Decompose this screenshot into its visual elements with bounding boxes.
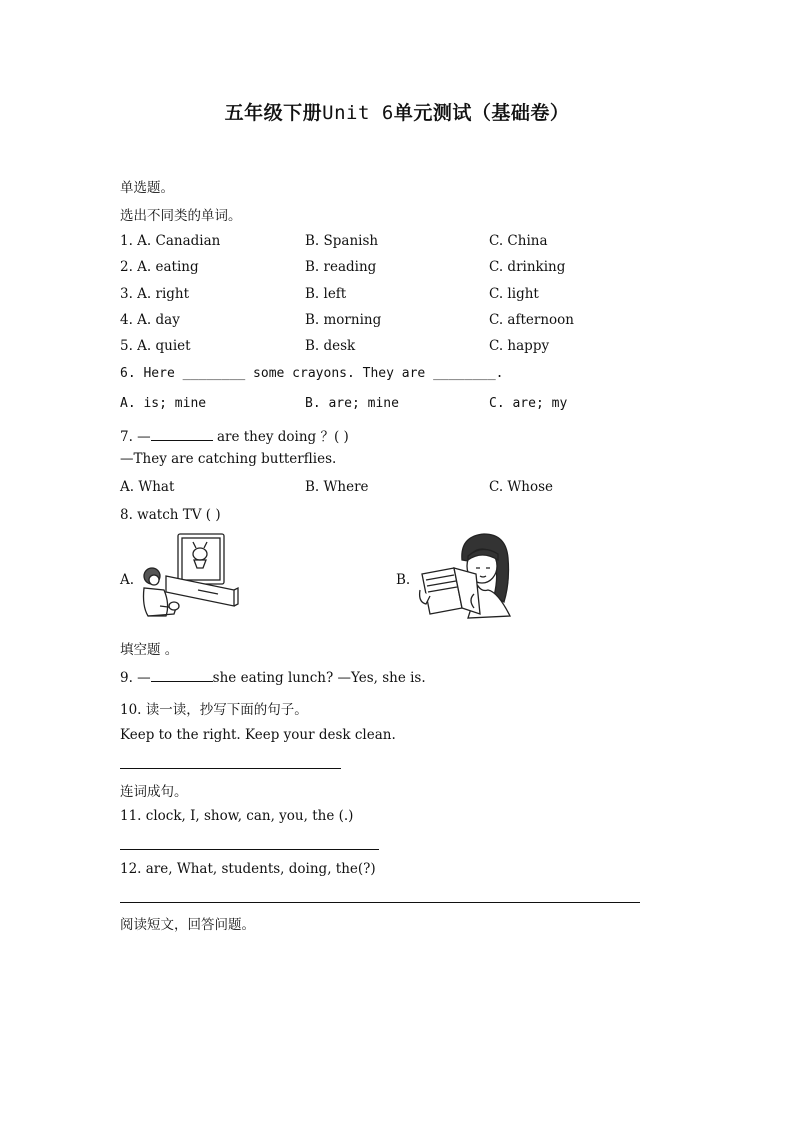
q9-answer-blank[interactable]: [151, 669, 213, 682]
q10-question: 10. 读一读，抄写下面的句子。: [120, 702, 308, 718]
q5-option-b: B. desk: [305, 338, 356, 354]
q6-option-a: A. is; mine: [120, 396, 207, 411]
q11-answer-line[interactable]: [120, 849, 379, 850]
q6-question: 6. Here ________ some crayons. They are ________.: [120, 366, 504, 381]
section-word-order: 连词成句。: [120, 784, 188, 800]
page-title: 五年级下册Unit 6单元测试（基础卷）: [224, 102, 570, 124]
q10-answer-line[interactable]: [120, 768, 341, 769]
q6-option-c: C. are; my: [489, 396, 568, 411]
section-fill-blank: 填空题 。: [120, 642, 179, 658]
q8-question: 8. watch TV ( ): [120, 507, 221, 523]
section-choose-odd: 选出不同类的单词。: [120, 208, 242, 224]
q1-option-b: B. Spanish: [305, 233, 379, 249]
section-reading: 阅读短文，回答问题。: [120, 917, 255, 933]
q4-option-a: 4. A. day: [120, 312, 180, 328]
q2-option-c: C. drinking: [489, 259, 566, 275]
q3-option-c: C. light: [489, 286, 539, 302]
q5-option-a: 5. A. quiet: [120, 338, 191, 354]
q2-option-a: 2. A. eating: [120, 259, 199, 275]
watching-tv-picture: [138, 532, 240, 620]
q12-answer-line[interactable]: [120, 902, 640, 903]
q5-option-c: C. happy: [489, 338, 550, 354]
q12-question: 12. are, What, students, doing, the(?): [120, 861, 376, 877]
q3-option-a: 3. A. right: [120, 286, 190, 302]
q10-sentence: Keep to the right. Keep your desk clean.: [120, 727, 396, 743]
q3-option-b: B. left: [305, 286, 347, 302]
q1-option-a: 1. A. Canadian: [120, 233, 221, 249]
q7-option-c: C. Whose: [489, 479, 554, 495]
q8-option-b-label: B.: [396, 572, 411, 588]
q4-option-b: B. morning: [305, 312, 382, 328]
q11-question: 11. clock, I, show, can, you, the (.): [120, 808, 354, 824]
q4-option-c: C. afternoon: [489, 312, 574, 328]
q6-option-b: B. are; mine: [305, 396, 399, 411]
q7-question: 7. — are they doing ？( ): [120, 429, 349, 445]
q7-option-b: B. Where: [305, 479, 369, 495]
reading-book-picture: [418, 530, 518, 620]
q9-question: 9. — she eating lunch? —Yes, she is.: [120, 670, 426, 686]
q1-option-c: C. China: [489, 233, 548, 249]
q8-option-a-label: A.: [120, 572, 135, 588]
q7-answer-blank[interactable]: [151, 428, 213, 441]
q7-option-a: A. What: [120, 479, 175, 495]
q2-option-b: B. reading: [305, 259, 377, 275]
q7-answer: —They are catching butterflies.: [120, 451, 337, 467]
section-single-choice: 单选题。: [120, 180, 174, 196]
